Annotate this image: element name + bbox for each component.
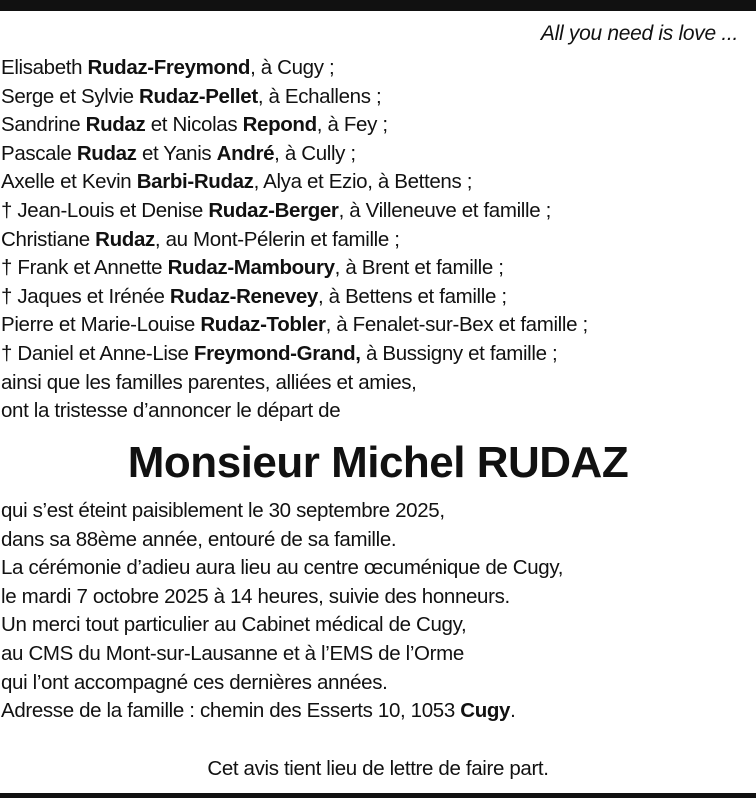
family-line [1,397,588,426]
announcement-body [1,497,563,726]
family-surname: Rudaz [76,141,137,165]
line-text: ainsi que les familles parentes, alliées et amies, [1,370,417,394]
family-line [1,369,588,398]
family-surname: Rudaz-Renevey [169,284,318,308]
family-surname: Freymond-Grand, [193,341,361,365]
family-line [1,83,588,112]
line-text: † Frank et Annette [1,256,168,280]
family-line [1,140,588,169]
line-text: dans sa 88ème année, entouré de sa famille. [1,527,397,551]
line-text: Adresse de la famille : chemin des Esserts 10, 1053 [1,699,461,723]
line-text: † Jean-Louis et Denise [1,198,209,222]
line-text: Pascale [1,141,77,165]
family-surname: Rudaz-Tobler [200,313,326,337]
line-text: le mardi 7 octobre 2025 à 14 heures, suivie des honneurs. [1,584,510,608]
family-line [1,111,588,140]
family-surname: Barbi-Rudaz [136,170,254,194]
line-text: La cérémonie d’adieu aura lieu au centre œcuménique de Cugy, [1,556,564,580]
body-line [1,526,563,555]
family-surname: Rudaz-Freymond [87,56,251,79]
line-text: Axelle et Kevin [1,170,137,194]
line-text: † Jaques et Irénée [1,284,170,308]
family-surname: Repond [242,113,317,137]
line-text: , à Brent et famille ; [334,256,504,280]
family-line [1,197,588,226]
family-line [1,168,588,197]
body-line [1,583,563,612]
family-line [1,283,588,312]
line-text: , à Echallens ; [257,84,382,108]
line-text: au CMS du Mont-sur-Lausanne et à l’EMS de l’Orme [1,641,464,665]
line-text: Sandrine [1,113,86,137]
line-text: , à Fenalet-sur-Bex et famille ; [325,313,588,337]
line-text: Un merci tout particulier au Cabinet médical de Cugy, [1,613,467,637]
family-line [1,254,588,283]
family-surname: André [216,141,275,165]
top-border-rule [0,0,756,11]
line-text: , à Cully ; [274,141,356,165]
motto-text: All you need is love ... [540,22,738,45]
line-text: qui s’est éteint paisiblement le 30 septembre 2025, [1,499,445,522]
family-list [1,54,588,426]
line-text: , à Cugy ; [250,56,335,79]
footer-note: Cet avis tient lieu de lettre de faire part. [207,757,549,780]
line-text: Pierre et Marie-Louise [1,313,201,337]
bottom-border-rule [0,793,756,798]
family-line [1,226,588,255]
family-surname: Rudaz [95,227,155,251]
body-line [1,669,563,698]
family-line [1,311,588,340]
family-surname: Rudaz-Berger [208,198,339,222]
body-line [1,697,563,726]
family-line [1,340,588,369]
body-line [1,611,563,640]
line-text: . [510,699,516,723]
body-line [1,640,563,669]
family-line [1,54,588,83]
line-text: , à Fey ; [316,113,388,137]
line-text: à Bussigny et famille ; [360,341,558,365]
line-text: Christiane [1,227,96,251]
line-text: , à Villeneuve et famille ; [338,198,551,222]
family-surname: Cugy [460,699,511,723]
line-text: qui l’ont accompagné ces dernières années. [1,670,388,694]
line-text: Elisabeth [1,56,88,79]
line-text: et Yanis [136,141,217,165]
line-text: , à Bettens et famille ; [317,284,507,308]
line-text: , Alya et Ezio, à Bettens ; [253,170,473,194]
body-line [1,554,563,583]
family-surname: Rudaz-Mamboury [167,256,335,280]
family-surname: Rudaz-Pellet [138,84,258,108]
line-text: Serge et Sylvie [1,84,139,108]
family-surname: Rudaz [85,113,146,137]
deceased-name: Monsieur Michel RUDAZ [127,438,629,487]
line-text: † Daniel et Anne-Lise [1,341,194,365]
line-text: , au Mont-Pélerin et famille ; [154,227,400,251]
body-line [1,497,563,526]
line-text: et Nicolas [145,113,243,137]
line-text: ont la tristesse d’annoncer le départ de [1,399,341,423]
